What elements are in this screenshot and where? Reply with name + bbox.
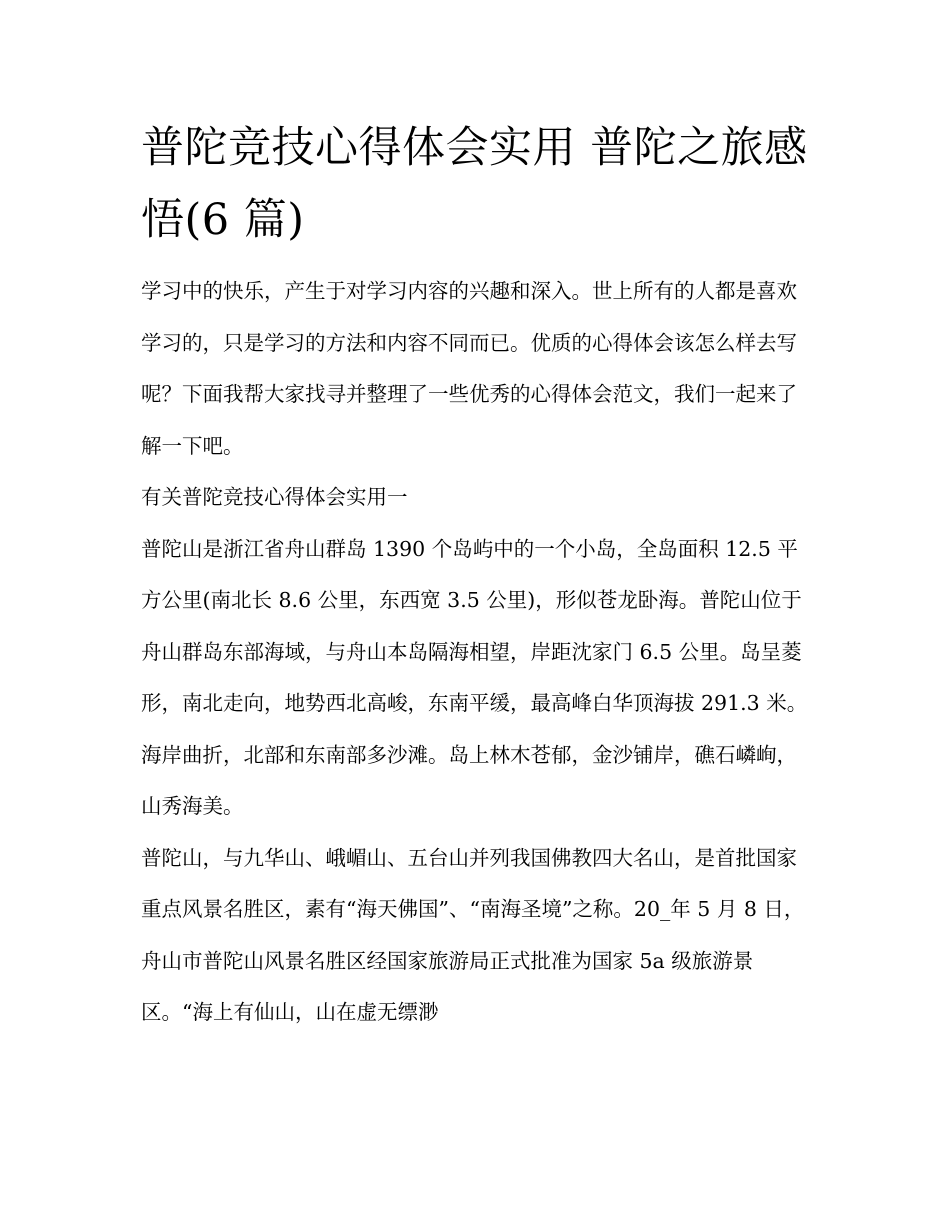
body-paragraph: 普陀山，与九华山、峨嵋山、五台山并列我国佛教四大名山，是首批国家重点风景名胜区，素有“海天佛国”、“南海圣境”之称。20_年 5 月 8 日，舟山市普陀山风景名胜区经国家旅游局正式批准为国家 5a 级旅游景区。“海上有仙山，山在虚无缥渺: [141, 845, 805, 1024]
section-heading: 有关普陀竞技心得体会实用一: [141, 485, 408, 509]
document-body: [141, 112, 813, 1039]
document-title: 普陀竞技心得体会实用 普陀之旅感悟(6 篇): [141, 123, 808, 245]
body-paragraph: 普陀山是浙江省舟山群岛 1390 个岛屿中的一个小岛，全岛面积 12.5 平方公里(南北长 8.6 公里，东西宽 3.5 公里)，形似苍龙卧海。普陀山位于舟山群岛东部海域，与舟山本岛隔海相望，岸距沈家门 6.5 公里。岛呈菱形，南北走向，地势西北高峻，东南平缓，最高峰白华顶海拔 291.3 米。海岸曲折，北部和东南部多沙滩。岛上林木苍郁，金沙铺岸，礁石嶙峋，山秀海美。: [141, 536, 808, 818]
intro-paragraph: 学习中的快乐，产生于对学习内容的兴趣和深入。世上所有的人都是喜欢学习的，只是学习的方法和内容不同而已。优质的心得体会该怎么样去写呢？下面我帮大家找寻并整理了一些优秀的心得体会范文，我们一起来了解一下吧。: [141, 279, 797, 458]
